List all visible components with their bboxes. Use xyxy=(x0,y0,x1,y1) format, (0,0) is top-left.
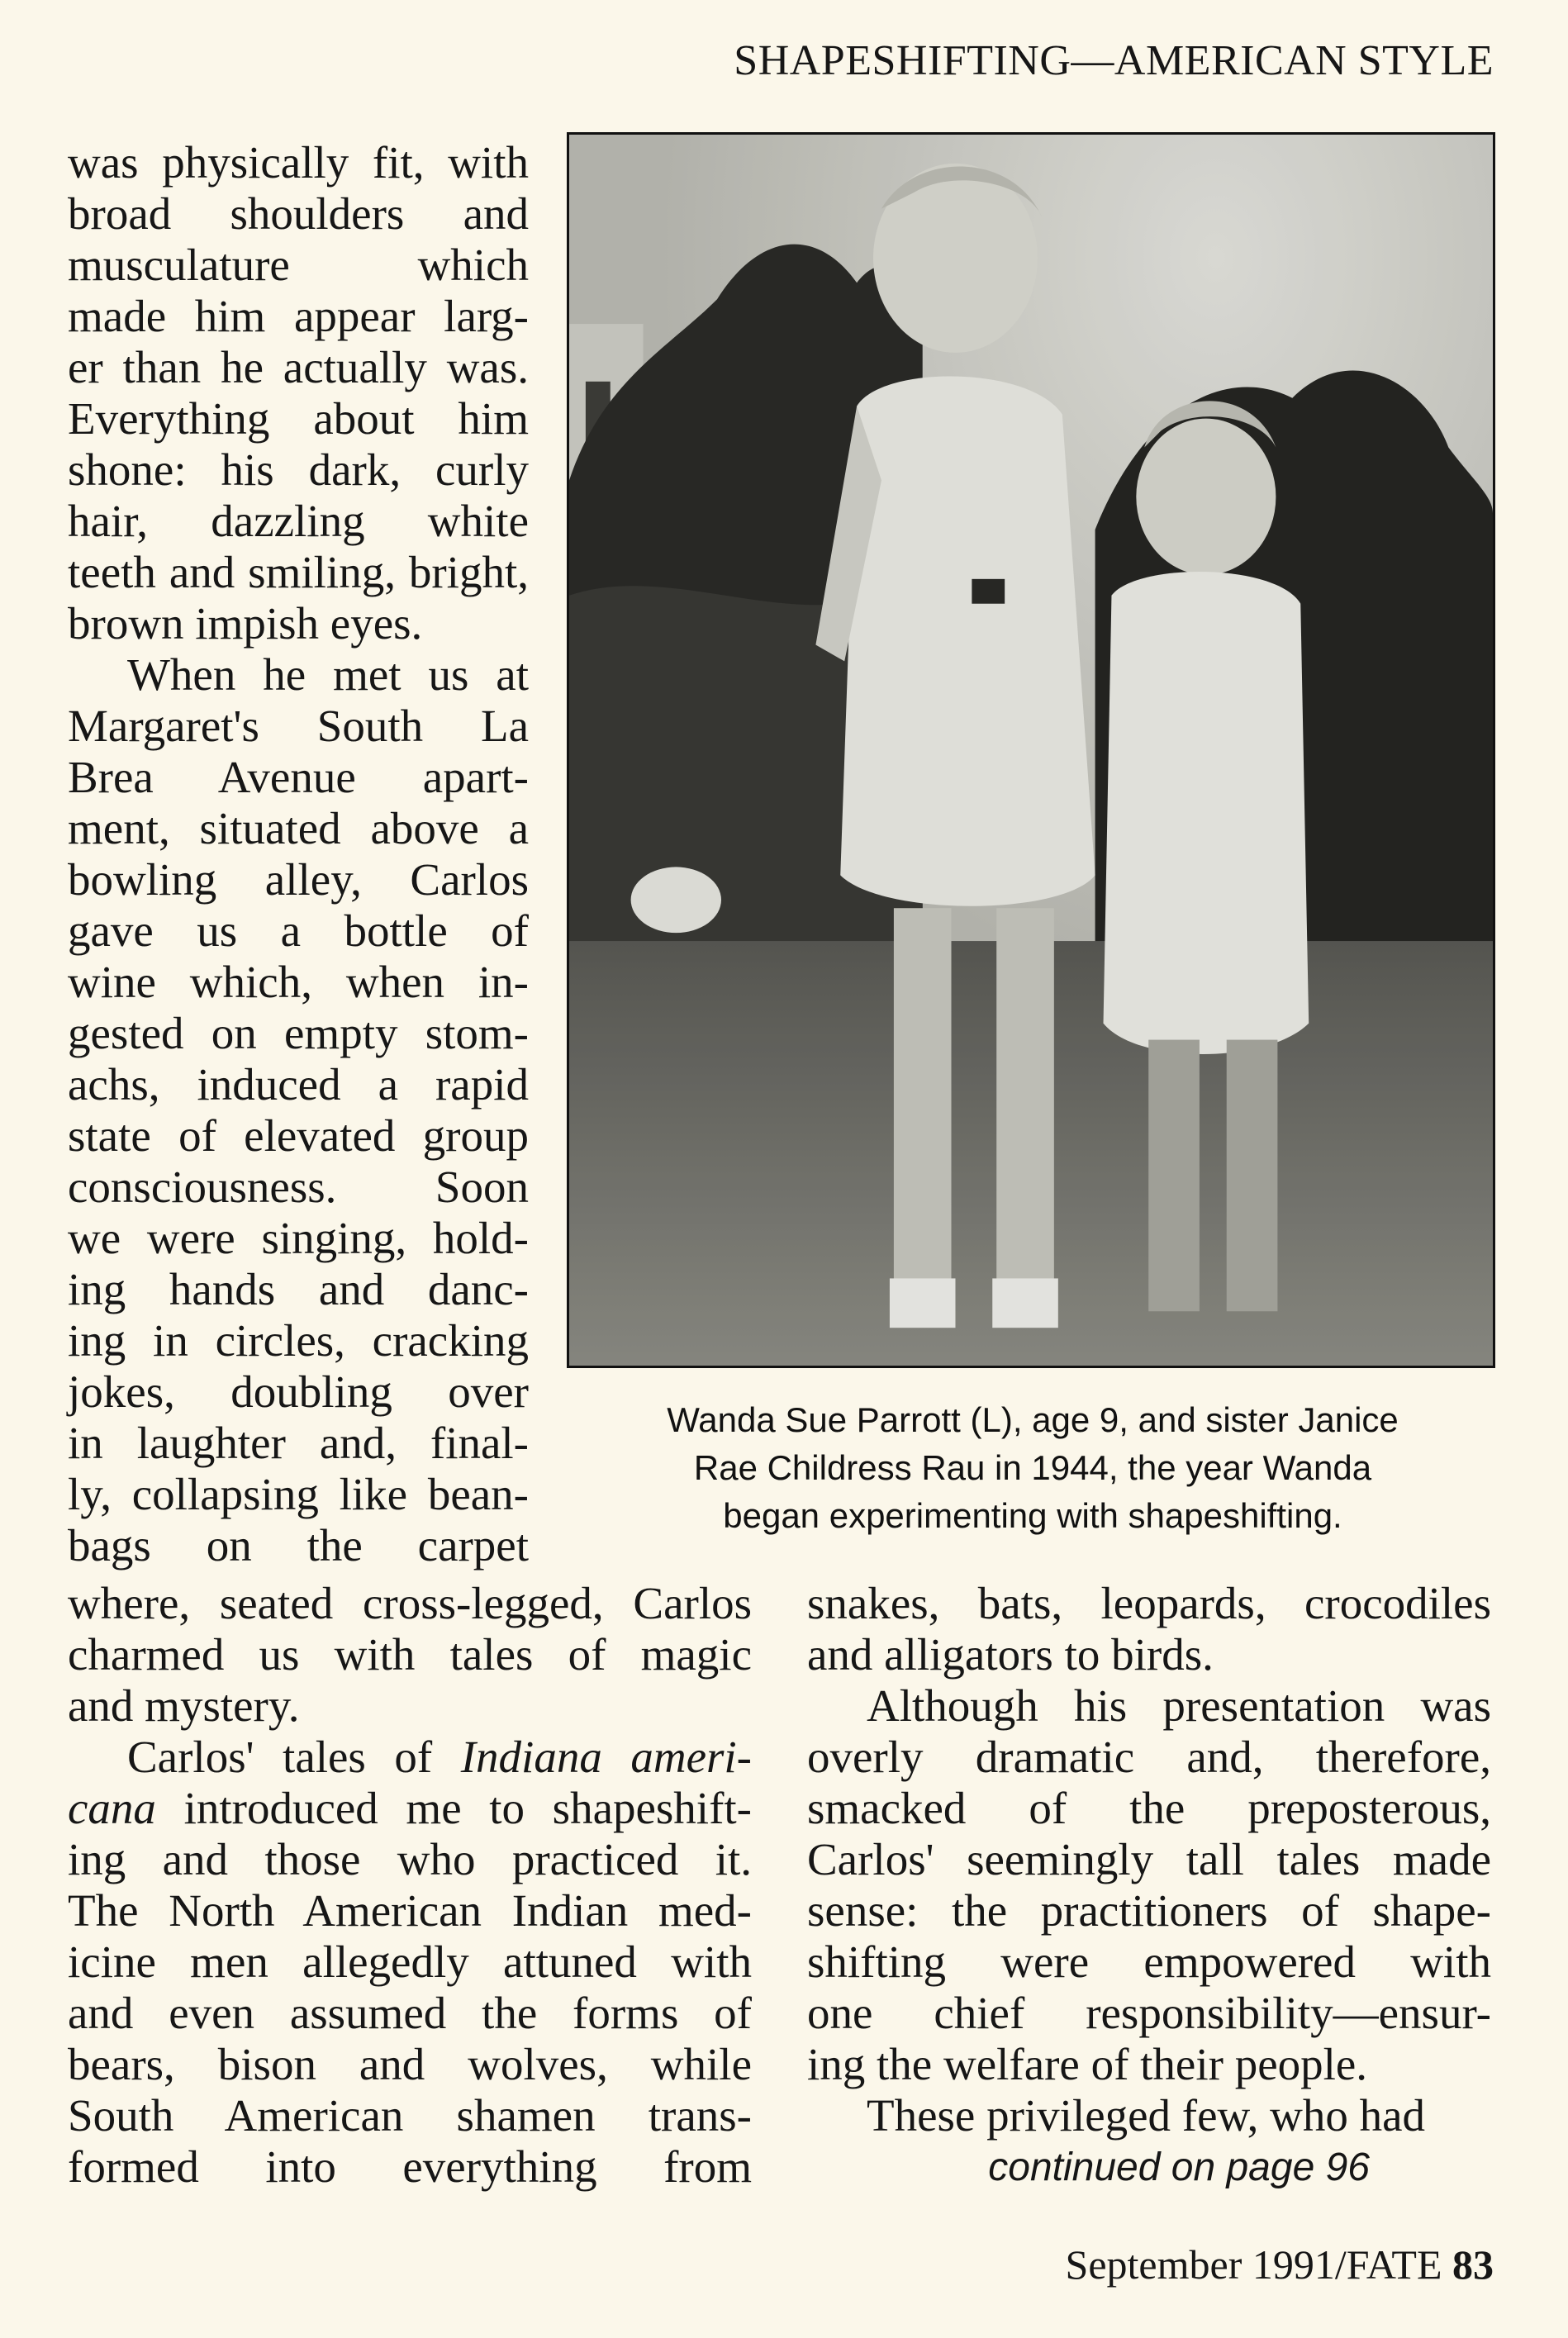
continued-note: continued on page 96 xyxy=(988,2146,1370,2189)
text-line: er than he actually was. xyxy=(68,342,529,392)
text-line: These privileged few, who had xyxy=(867,2090,1426,2141)
page-number: 83 xyxy=(1452,2241,1494,2288)
text-line: achs, induced a rapid xyxy=(68,1059,529,1110)
text-line: broad shoulders and xyxy=(68,188,529,239)
text-line: where, seated cross-legged, Carlos xyxy=(68,1578,752,1628)
text-line: teeth and smiling, bright, xyxy=(68,547,529,597)
text-line: charmed us with tales of magic xyxy=(68,1629,752,1680)
text-line: state of elevated group xyxy=(68,1110,529,1161)
text-line: was physically fit, with xyxy=(68,137,529,188)
text-line: Carlos' seemingly tall tales made xyxy=(807,1834,1491,1884)
text-line: bowling alley, Carlos xyxy=(68,854,529,905)
text-line: hair, dazzling white xyxy=(68,496,529,546)
text-line: ing and those who practiced it. xyxy=(68,1834,752,1884)
text-line: and alligators to birds. xyxy=(807,1629,1214,1680)
text-line: in laughter and, final- xyxy=(68,1418,529,1468)
running-head: SHAPESHIFTING—AMERICAN STYLE xyxy=(734,37,1494,84)
italic-phrase: cana xyxy=(68,1783,156,1833)
text-fragment: Carlos' tales of xyxy=(127,1732,461,1782)
text-line: shone: his dark, curly xyxy=(68,444,529,495)
text-line: smacked of the preposterous, xyxy=(807,1783,1491,1833)
text-line: snakes, bats, leopards, crocodiles xyxy=(807,1578,1491,1628)
text-line: icine men allegedly attuned with xyxy=(68,1936,752,1987)
text-line: Everything about him xyxy=(68,393,529,444)
caption-line: Rae Childress Rau in 1944, the year Wanda xyxy=(693,1448,1372,1487)
text-line xyxy=(68,1783,752,1834)
text-line: ment, situated above a xyxy=(68,803,529,853)
text-line: consciousness. Soon xyxy=(68,1162,529,1212)
text-line: ing the welfare of their people. xyxy=(807,2039,1368,2089)
text-line: Brea Avenue apart- xyxy=(68,752,529,802)
text-line: Although his presentation was xyxy=(867,1680,1491,1731)
text-line: and even assumed the forms of xyxy=(68,1988,752,2038)
photograph xyxy=(567,132,1495,1368)
left-text-column xyxy=(68,1578,752,2193)
caption-line: began experimenting with shapeshifting. xyxy=(723,1496,1342,1535)
text-line: bags on the carpet xyxy=(68,1520,529,1571)
text-line: bears, bison and wolves, while xyxy=(68,2039,752,2089)
text-line: one chief responsibility—ensur- xyxy=(807,1988,1491,2038)
text-line: overly dramatic and, therefore, xyxy=(807,1732,1491,1782)
text-line: formed into everything from xyxy=(68,2141,752,2192)
text-line: When he met us at xyxy=(127,649,529,700)
caption-line: Wanda Sue Parrott (L), age 9, and sister Janice xyxy=(667,1400,1399,1439)
issue-label: September 1991/FATE xyxy=(1065,2241,1442,2288)
photo-caption xyxy=(570,1396,1495,1540)
text-line: ing hands and danc- xyxy=(68,1264,529,1314)
text-line: jokes, doubling over xyxy=(68,1366,529,1417)
text-line: Margaret's South La xyxy=(68,701,529,751)
text-line: musculature which xyxy=(68,240,529,290)
text-line: ly, collapsing like bean- xyxy=(68,1469,529,1519)
text-line: gested on empty stom- xyxy=(68,1008,529,1058)
text-line: The North American Indian med- xyxy=(68,1885,752,1936)
right-text-column xyxy=(807,1578,1491,2141)
text-line: ing in circles, cracking xyxy=(68,1315,529,1366)
text-line xyxy=(68,1732,752,1783)
photo-two-girls xyxy=(569,135,1493,1366)
italic-phrase: Indiana ameri- xyxy=(460,1732,752,1782)
text-line: sense: the practitioners of shape- xyxy=(807,1885,1491,1936)
text-fragment: introduced me to shapeshift- xyxy=(155,1783,752,1833)
narrow-text-column xyxy=(68,137,529,1571)
page-footer xyxy=(1066,2241,1494,2288)
text-line: gave us a bottle of xyxy=(68,905,529,956)
text-line: and mystery. xyxy=(68,1680,300,1731)
text-line: we were singing, hold- xyxy=(68,1213,529,1263)
text-line: wine which, when in- xyxy=(68,957,529,1007)
text-line: brown impish eyes. xyxy=(68,598,423,649)
text-line: made him appear larg- xyxy=(68,291,529,341)
text-line: shifting were empowered with xyxy=(807,1936,1491,1987)
text-line: South American shamen trans- xyxy=(68,2090,752,2141)
